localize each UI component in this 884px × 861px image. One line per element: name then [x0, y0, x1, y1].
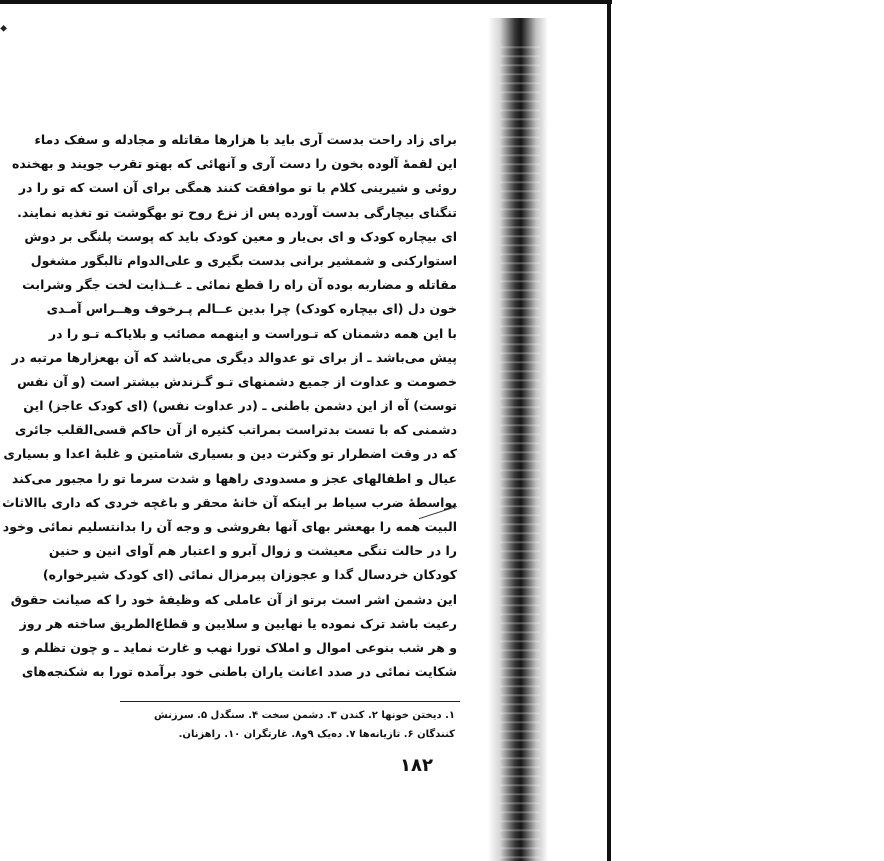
corner-smudge: ⬩: [0, 15, 8, 39]
text-line: دشمنی که با تست بدتراست بمراتب کثیره از آن حاکم قسی‌القلب جائری: [14, 422, 457, 438]
text-line: عیال و اطفالهای عجز و مسدودی راهها و شدت سرما تو را مجبور می‌کند: [11, 470, 457, 486]
text-line: که در وقت اضطرار تو وکثرت دین و بسیاری شامتین و غلبهٔ اعدا و بسیاری: [3, 446, 457, 462]
text-line: خون دل (ای بیچاره کودک) چرا بدین عــالم پـرخوف وهــراس آمـدی: [46, 301, 457, 317]
text-line: ای بیچاره کودک و ای بی‌یار و معین کودک باید که پوست پلنگی بر دوش: [24, 228, 457, 244]
text-line: برای زاد راحت بدست آری باید با هزارها مقاتله و مجادله و سفک دماء: [34, 132, 457, 147]
text-line: پیش می‌باشد ـ از برای تو عدوالد دیگری می‌باشد که آن بهعزارها مرتبه در: [11, 349, 457, 365]
text-line: این دشمن اشر است برتو از آن عاملی که وظیفهٔ خود را که صیانت حقوق: [10, 591, 457, 607]
text-line: تنگنای بیچارگی بدست آورده پس از نزع روح تو بهگوشت تو تغذیه نمایند.: [17, 204, 457, 220]
text-line: مقاتله و مضاربه بوده آن راه را قطع نمائی ـ غــذایت لخت جگر وشرابت: [22, 277, 457, 293]
footnote-line-2: کنندگان ۶. تازیانه‌ها ۷. ده‌یک ۹و۸. غارتگران ۱۰. راهزنان.: [178, 729, 455, 740]
page-right-edge: [607, 0, 611, 861]
body-text: [2, 128, 457, 684]
text-line: و هر شب بنوعی اموال و املاک تورا نهب و غارت نماید ـ و چون تظلم و: [22, 639, 457, 655]
text-line: با این همه دشمنان که تـوراست و اینهمه مصائب و بلایاکـه تـو را در: [48, 325, 457, 341]
top-scan-edge: [0, 0, 612, 4]
footnotes: [125, 706, 455, 744]
text-line: روئی و شیرینی کلام با تو موافقت کنند همگی برای آن است که تو را در: [18, 180, 457, 196]
text-line: کودکان خردسال گدا و عجوزان پیرمزال نمائی (ای کودک شیرخواره): [42, 567, 457, 583]
text-line: خصومت و عداوت از جمیع دشمنهای تـو گـزندش بیشتر است (و آن نفس: [17, 373, 457, 389]
footnote-divider: [120, 701, 460, 702]
text-line: شکایت نمائی در صدد اعانت یاران باطنی خود برآمده تورا به شکنجه‌های: [21, 664, 457, 680]
text-line: این لقمهٔ آلوده بخون را دست آری و آنهائی که بهتو تقرب جویند و بهخنده: [11, 156, 457, 172]
footnote-line-1: ۱. دیختن خونها ۲. کندن ۳. دشمن سخت ۴. سنگدل ۵. سرزنش: [153, 710, 455, 721]
text-line: را در حالت تنگی معیشت و زوال آبرو و اعتبار هم آوای انین و حنین: [48, 543, 457, 559]
page-number: ۱۸۲: [400, 755, 433, 776]
text-line: توست) آه از این دشمن باطنی ـ (در عداوت نفس) (ای کودک عاجز) این: [23, 398, 457, 414]
text-line: رعیت باشد ترک نموده یا نهایین و سلایین و قطاع‌الطریق ساخته هر روز: [19, 615, 457, 631]
text-line: بواسطهٔ ضرب سیاط بر اینکه آن خانهٔ محقر و باغچه خردی که داری باالاثاث: [2, 494, 457, 510]
text-line: استوارکنی و شمشیر برانی بدست بگیری و علی‌الدوام تالبگور مشغول: [30, 252, 457, 268]
text-line: البیت همه را بهعشر بهای آنها بفروشی و وجه آن را بدانتسلیم نمائی وخود: [2, 519, 457, 534]
binding-streaks: [500, 40, 540, 861]
